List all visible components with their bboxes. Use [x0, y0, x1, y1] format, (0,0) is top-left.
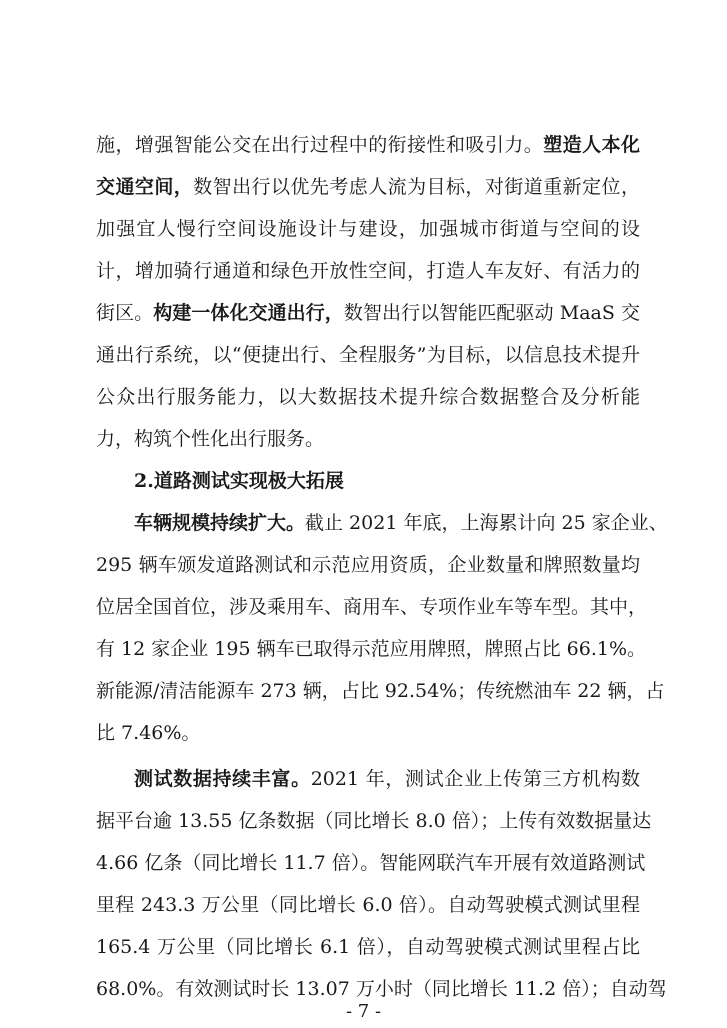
paragraph-3-line-4: 里程 243.3 万公里（同比增长 6.0 倍）。自动驾驶模式测试里程	[96, 894, 640, 916]
text-run: 2021 年，测试企业上传第三方机构数	[310, 768, 640, 790]
text-run: 街区。	[96, 302, 154, 324]
text-run: 施，增强智能公交在出行过程中的衔接性和吸引力。	[96, 134, 544, 156]
paragraph-1-line-5	[96, 298, 640, 328]
paragraph-1-line-2	[96, 172, 640, 202]
paragraph-1-line-6: 通出行系统，以“便捷出行、全程服务”为目标，以信息技术提升	[96, 344, 640, 366]
paragraph-2-line-3: 位居全国首位，涉及乘用车、商用车、专项作业车等车型。其中，	[96, 596, 648, 618]
bold-run: 塑造人本化	[543, 134, 640, 156]
paragraph-3-line-3: 4.66 亿条（同比增长 11.7 倍）。智能网联汽车开展有效道路测试	[96, 852, 646, 874]
paragraph-1-line-8: 力，构筑个性化出行服务。	[96, 428, 325, 450]
paragraph-3-line-6: 68.0%。有效测试时长 13.07 万小时（同比增长 11.2 倍）；自动驾	[96, 978, 667, 1000]
paragraph-3-line-2: 据平台逾 13.55 亿条数据（同比增长 8.0 倍）；上传有效数据量达	[96, 810, 652, 832]
paragraph-1-line-7: 公众出行服务能力，以大数据技术提升综合数据整合及分析能	[96, 386, 640, 408]
bold-run: 车辆规模持续扩大。	[134, 512, 306, 534]
text-run: 数智出行以智能匹配驱动 MaaS 交	[343, 302, 640, 324]
paragraph-2-line-6: 比 7.46%。	[96, 722, 201, 744]
bold-run: 构建一体化交通出行，	[153, 302, 344, 324]
paragraph-3-line-1	[134, 764, 640, 794]
bold-run: 测试数据持续丰富。	[134, 768, 311, 790]
bold-run: 交通空间，	[96, 176, 194, 198]
paragraph-3-line-5: 165.4 万公里（同比增长 6.1 倍），自动驾驶模式测试里程占比	[96, 936, 640, 958]
paragraph-1-line-3: 加强宜人慢行空间设施设计与建设，加强城市街道与空间的设	[96, 218, 640, 240]
paragraph-2-line-2: 295 辆车颁发道路测试和示范应用资质，企业数量和牌照数量均	[96, 554, 640, 576]
paragraph-2-line-4: 有 12 家企业 195 辆车已取得示范应用牌照，牌照占比 66.1%。	[96, 638, 646, 660]
paragraph-1-line-4: 计，增加骑行通道和绿色开放性空间，打造人车友好、有活力的	[96, 260, 640, 282]
text-run: 截止 2021 年底，上海累计向 25 家企业、	[305, 512, 668, 534]
paragraph-1-line-1	[96, 130, 640, 160]
text-run: 数智出行以优先考虑人流为目标，对街道重新定位，	[193, 176, 640, 198]
paragraph-2-line-1	[134, 508, 668, 538]
page-number: - 7 -	[345, 1001, 382, 1022]
section-heading: 2.道路测试实现极大拓展	[134, 470, 344, 492]
paragraph-2-line-5: 新能源/清洁能源车 273 辆，占比 92.54%；传统燃油车 22 辆，占	[96, 680, 665, 702]
